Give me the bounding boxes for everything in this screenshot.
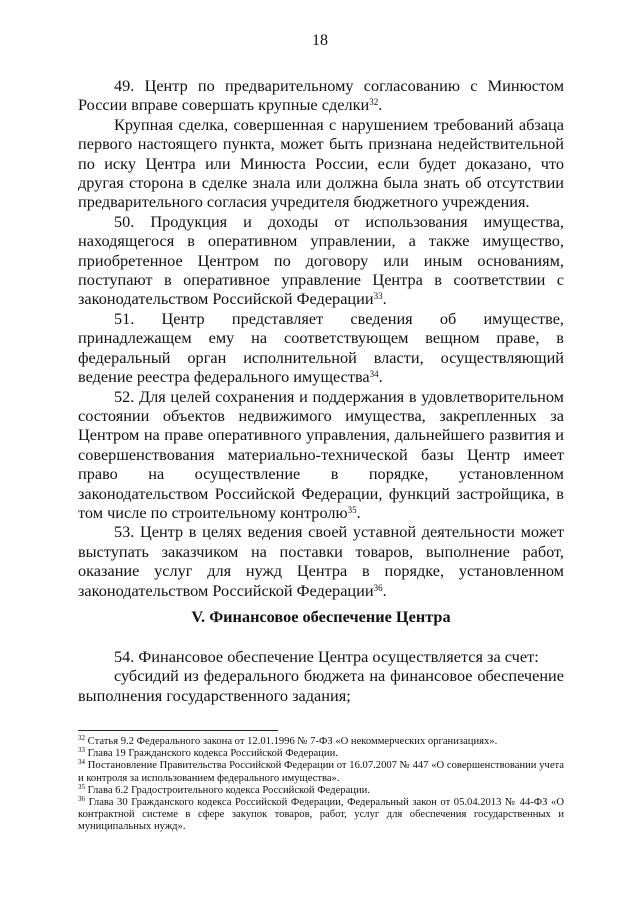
section-heading: V. Финансовое обеспечение Центра bbox=[191, 607, 451, 626]
footnote-35: $^{35}$ Глава 6.2 Градостроительного кодекса Российской Федерации. bbox=[78, 782, 370, 796]
paragraph-53: 53. Центр в целях ведения своей уставной деятельности может выступать заказчиком на поставки товаров, выполнение работ, оказание услуг для нужд Центра в порядке, установленном законодательством Российской Федерации$^{36}$. bbox=[78, 522, 564, 600]
footnote-34: $^{34}$ Постановление Правительства Российской Федерации от 16.07.2007 № 447 «О совершенствовании учета и контроля за использованием федерального имущества». bbox=[78, 758, 564, 784]
paragraph-49: 49. Центр по предварительному согласованию с Минюстом России вправе совершать крупные сделки$^{32}$. bbox=[78, 76, 564, 115]
paragraph-50: 50. Продукция и доходы от использования имущества, находящегося в оперативном управлении, а также имущество, приобретенное Центром по договору или иным основаниям, поступают в оперативное управление Центра в соответствии с законодательством Российской Федерации$^{33}$. bbox=[78, 211, 564, 309]
section-text bbox=[78, 647, 564, 705]
paragraph-49-cont: Крупная сделка, совершенная с нарушением требований абзаца первого настоящего пункта, может быть признана недействительной по иску Центра или Минюста России, если будет доказано, что другая сторона в сделке знала или должна была знать об отсутствии предварительного согласия учредителя бюджетного учреждения. bbox=[78, 114, 564, 212]
paragraph-54-item: субсидий из федерального бюджета на финансовое обеспечение выполнения государственного задания; bbox=[78, 666, 564, 705]
footnote-ref: 32 bbox=[369, 97, 379, 108]
footnote-33: $^{33}$ Глава 19 Гражданского кодекса Российской Федерации. bbox=[78, 746, 338, 760]
footnote-ref: 36 bbox=[373, 582, 383, 593]
paragraph-54: 54. Финансовое обеспечение Центра осуществляется за счет: bbox=[114, 647, 539, 666]
footnote-36: $^{36}$ Глава 30 Гражданского кодекса Российской Федерации, Федеральный закон от 05.04.2013 № 44-ФЗ «О контрактной системе в сфере закупок товаров, работ, услуг для обеспечения государственных и муниципальных нужд». bbox=[78, 795, 564, 833]
main-text bbox=[78, 76, 564, 600]
footnote-divider bbox=[78, 730, 278, 731]
paragraph-51: 51. Центр представляет сведения об имуществе, принадлежащем ему на соответствующем вещном праве, в федеральный орган исполнительной власти, осуществляющий ведение реестра федерального имущества$^{34}$. bbox=[78, 308, 564, 387]
page-number: 18 bbox=[312, 32, 328, 49]
footnote-ref: 35 bbox=[347, 504, 357, 515]
footnote-32: $^{32}$ Статья 9.2 Федерального закона от 12.01.1996 № 7-ФЗ «О некоммерческих организациях». bbox=[78, 734, 498, 747]
footnotes bbox=[78, 736, 564, 834]
footnote-ref: 33 bbox=[373, 291, 383, 302]
paragraph-52: 52. Для целей сохранения и поддержания в удовлетворительном состоянии объектов недвижимого имущества, закрепленных за Центром на праве оперативного управления, дальнейшего развития и совершенствования материально-технической базы Центр имеет право на осуществление в порядке, установленном законодательством Российской Федерации, функций застройщика, в том числе по строительному контролю$^{35}$. bbox=[78, 386, 564, 522]
footnote-ref: 34 bbox=[369, 369, 379, 380]
